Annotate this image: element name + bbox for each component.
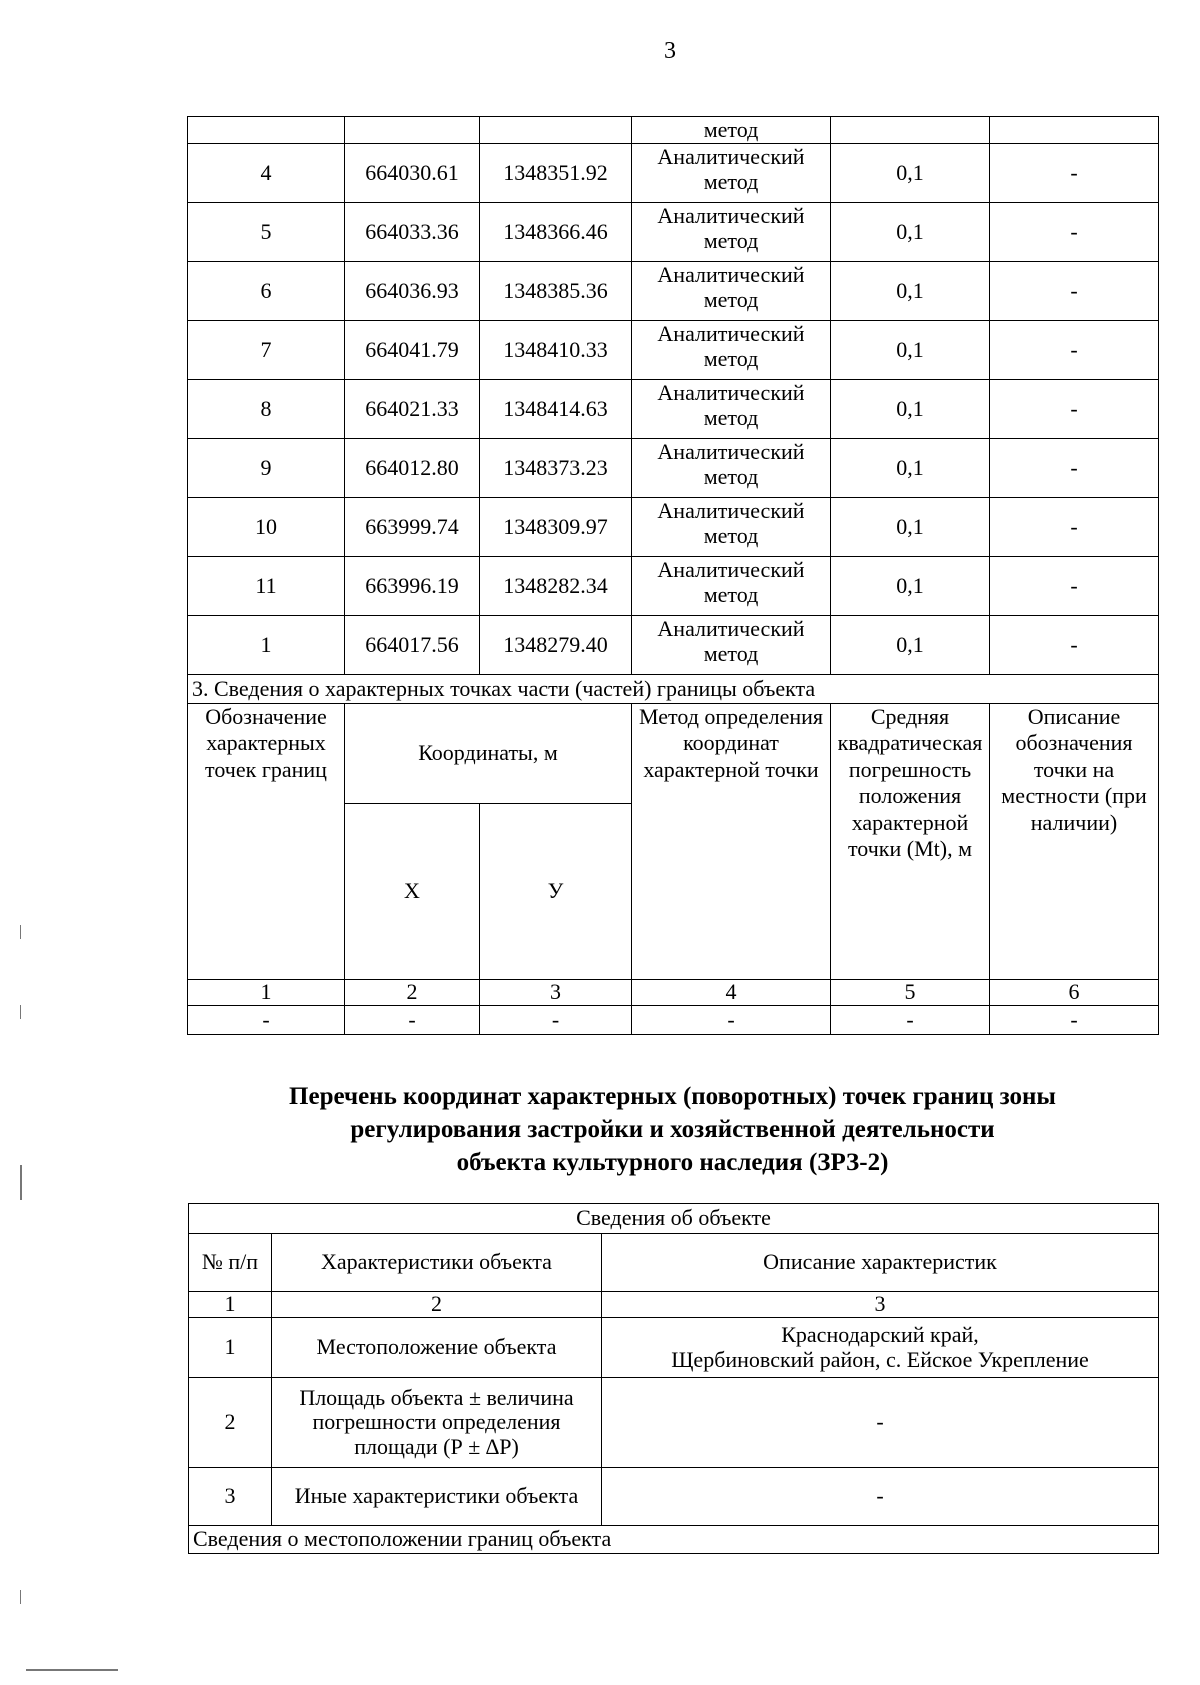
y-coordinate: 1348385.36 bbox=[480, 262, 632, 321]
point-number: 4 bbox=[188, 144, 345, 203]
header-designation: Обозначение характерных точек границ bbox=[188, 704, 345, 980]
accuracy-cell: 0,1 bbox=[831, 380, 990, 439]
y-coordinate: 1348366.46 bbox=[480, 203, 632, 262]
x-coordinate: 664033.36 bbox=[345, 203, 480, 262]
empty-cell: - bbox=[188, 1006, 345, 1035]
page-number: 3 bbox=[664, 38, 676, 64]
point-number: 8 bbox=[188, 380, 345, 439]
header-description: Описание обозначения точки на местности (при наличии) bbox=[990, 704, 1159, 980]
description-cell: - bbox=[990, 144, 1159, 203]
x-coordinate: 664041.79 bbox=[345, 321, 480, 380]
x-coordinate: 664036.93 bbox=[345, 262, 480, 321]
characteristic-cell: Иные характеристики объекта bbox=[272, 1468, 602, 1526]
table-row bbox=[189, 1318, 1159, 1378]
description-cell: - bbox=[990, 557, 1159, 616]
table-title: Сведения об объекте bbox=[189, 1204, 1159, 1234]
row-number: 1 bbox=[189, 1318, 272, 1378]
characteristic-cell: Площадь объекта ± величина погрешности определения площади (Р ± ∆Р) bbox=[272, 1378, 602, 1468]
x-coordinate: 663996.19 bbox=[345, 557, 480, 616]
header-method: Метод определения координат характерной точки bbox=[632, 704, 831, 980]
accuracy-cell: 0,1 bbox=[831, 616, 990, 675]
boundary-points-table bbox=[187, 116, 1159, 1035]
header-row bbox=[189, 1234, 1159, 1292]
table-footer: Сведения о местоположении границ объекта bbox=[189, 1526, 1159, 1554]
column-number: 2 bbox=[272, 1292, 602, 1318]
point-number: 10 bbox=[188, 498, 345, 557]
document-heading bbox=[187, 1080, 1158, 1179]
heading-line: объекта культурного наследия (ЗРЗ-2) bbox=[456, 1149, 889, 1176]
heading-line: Перечень координат характерных (поворотных) точек границ зоны bbox=[289, 1083, 1056, 1110]
empty-cell: - bbox=[990, 1006, 1159, 1035]
method-cell: Аналитический метод bbox=[632, 321, 831, 380]
header-characteristic: Характеристики объекта bbox=[272, 1234, 602, 1292]
description-cell: - bbox=[990, 616, 1159, 675]
x-coordinate: 664021.33 bbox=[345, 380, 480, 439]
x-coordinate: 663999.74 bbox=[345, 498, 480, 557]
table-row bbox=[188, 203, 1159, 262]
table-row bbox=[189, 1378, 1159, 1468]
column-number: 1 bbox=[188, 980, 345, 1006]
x-coordinate: 664017.56 bbox=[345, 616, 480, 675]
table-footer-row bbox=[189, 1526, 1159, 1554]
y-coordinate: 1348282.34 bbox=[480, 557, 632, 616]
point-number: 6 bbox=[188, 262, 345, 321]
header-x: Х bbox=[345, 804, 480, 980]
description-cell: - bbox=[602, 1378, 1159, 1468]
y-coordinate: 1348414.63 bbox=[480, 380, 632, 439]
description-line: Щербиновский район, с. Ейское Укрепление bbox=[671, 1346, 1089, 1372]
accuracy-cell: 0,1 bbox=[831, 557, 990, 616]
empty-data-row bbox=[188, 1006, 1159, 1035]
empty-cell: - bbox=[480, 1006, 632, 1035]
method-cell: Аналитический метод bbox=[632, 380, 831, 439]
point-number: 5 bbox=[188, 203, 345, 262]
table-row bbox=[188, 321, 1159, 380]
accuracy-cell: 0,1 bbox=[831, 203, 990, 262]
section-title-row bbox=[188, 675, 1159, 704]
header-accuracy: Средняя квадратическая погрешность положения характерной точки (Mt), м bbox=[831, 704, 990, 980]
header-coordinates: Координаты, м bbox=[345, 704, 632, 804]
empty-cell: - bbox=[831, 1006, 990, 1035]
accuracy-cell: 0,1 bbox=[831, 262, 990, 321]
table-row-continued bbox=[188, 117, 1159, 144]
method-cell: Аналитический метод bbox=[632, 557, 831, 616]
header-row bbox=[188, 704, 1159, 804]
table-row bbox=[188, 262, 1159, 321]
row-number: 2 bbox=[189, 1378, 272, 1468]
y-coordinate: 1348309.97 bbox=[480, 498, 632, 557]
heading-line: регулирования застройки и хозяйственной деятельности bbox=[350, 1116, 995, 1143]
x-coordinate: 664012.80 bbox=[345, 439, 480, 498]
table-row bbox=[188, 380, 1159, 439]
description-cell: - bbox=[990, 439, 1159, 498]
table-row bbox=[188, 439, 1159, 498]
description-cell: - bbox=[990, 203, 1159, 262]
method-cell: Аналитический метод bbox=[632, 144, 831, 203]
column-number: 2 bbox=[345, 980, 480, 1006]
x-coordinate: 664030.61 bbox=[345, 144, 480, 203]
method-cell: Аналитический метод bbox=[632, 262, 831, 321]
accuracy-cell: 0,1 bbox=[831, 321, 990, 380]
description-cell: - bbox=[990, 498, 1159, 557]
point-number: 1 bbox=[188, 616, 345, 675]
description-cell: - bbox=[602, 1468, 1159, 1526]
scan-margin-mark bbox=[26, 1669, 118, 1671]
column-numbers-row bbox=[188, 980, 1159, 1006]
scan-margin-mark bbox=[20, 1005, 21, 1019]
point-number: 11 bbox=[188, 557, 345, 616]
accuracy-cell: 0,1 bbox=[831, 144, 990, 203]
table-row bbox=[188, 144, 1159, 203]
point-number: 9 bbox=[188, 439, 345, 498]
header-no: № п/п bbox=[189, 1234, 272, 1292]
method-cell: Аналитический метод bbox=[632, 203, 831, 262]
object-info-table bbox=[188, 1203, 1159, 1554]
column-number: 1 bbox=[189, 1292, 272, 1318]
y-coordinate: 1348279.40 bbox=[480, 616, 632, 675]
empty-cell: - bbox=[632, 1006, 831, 1035]
empty-cell: - bbox=[345, 1006, 480, 1035]
accuracy-cell: 0,1 bbox=[831, 439, 990, 498]
table-row bbox=[188, 498, 1159, 557]
header-y: У bbox=[480, 804, 632, 980]
point-number: 7 bbox=[188, 321, 345, 380]
header-description: Описание характеристик bbox=[602, 1234, 1159, 1292]
y-coordinate: 1348351.92 bbox=[480, 144, 632, 203]
column-number: 4 bbox=[632, 980, 831, 1006]
table-row bbox=[189, 1468, 1159, 1526]
y-coordinate: 1348410.33 bbox=[480, 321, 632, 380]
method-cell: Аналитический метод bbox=[632, 616, 831, 675]
description-cell: - bbox=[990, 321, 1159, 380]
table-row bbox=[188, 557, 1159, 616]
description-cell bbox=[602, 1318, 1159, 1378]
table-title-row bbox=[189, 1204, 1159, 1234]
characteristic-cell: Местоположение объекта bbox=[272, 1318, 602, 1378]
method-cell: Аналитический метод bbox=[632, 439, 831, 498]
method-cell: Аналитический метод bbox=[632, 498, 831, 557]
description-line: Краснодарский край, bbox=[781, 1322, 979, 1348]
scan-margin-mark bbox=[20, 1165, 22, 1200]
section-title: 3. Сведения о характерных точках части (частей) границы объекта bbox=[188, 675, 1159, 704]
scan-margin-mark bbox=[20, 1590, 21, 1604]
row-number: 3 bbox=[189, 1468, 272, 1526]
y-coordinate: 1348373.23 bbox=[480, 439, 632, 498]
column-numbers-row bbox=[189, 1292, 1159, 1318]
column-number: 6 bbox=[990, 980, 1159, 1006]
description-cell: - bbox=[990, 262, 1159, 321]
column-number: 3 bbox=[480, 980, 632, 1006]
column-number: 3 bbox=[602, 1292, 1159, 1318]
scan-margin-mark bbox=[20, 925, 21, 939]
description-cell: - bbox=[990, 380, 1159, 439]
method-cell: метод bbox=[632, 117, 831, 144]
table-row bbox=[188, 616, 1159, 675]
column-number: 5 bbox=[831, 980, 990, 1006]
accuracy-cell: 0,1 bbox=[831, 498, 990, 557]
